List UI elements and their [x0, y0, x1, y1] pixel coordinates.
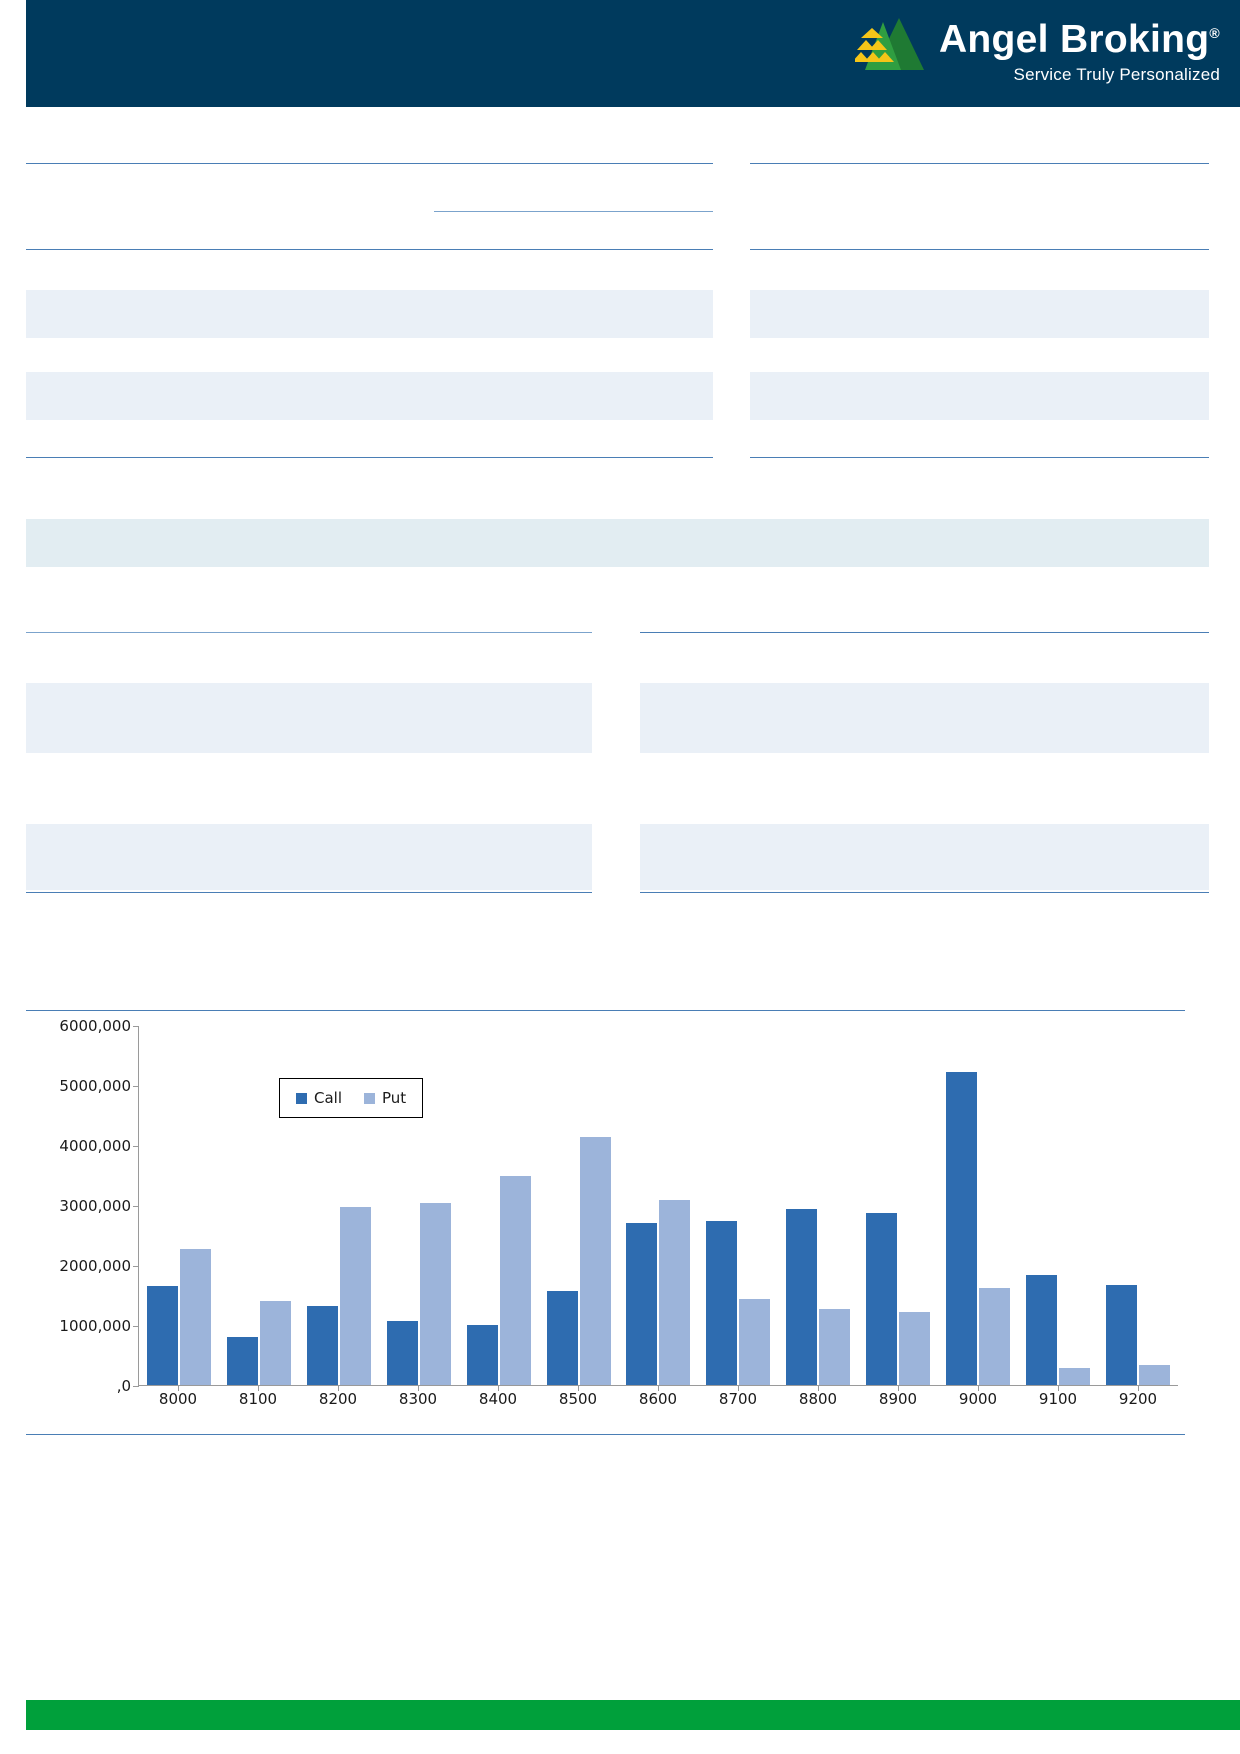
- x-axis-label: 8800: [798, 1390, 838, 1408]
- page-footer-band: [26, 1700, 1240, 1730]
- divider-right-3: [750, 457, 1209, 458]
- bar-group: [706, 1026, 770, 1385]
- divider-left-3: [26, 457, 713, 458]
- x-axis-label: 9000: [958, 1390, 998, 1408]
- bar-put-8000: [180, 1249, 211, 1385]
- divider-right-2: [750, 249, 1209, 250]
- ytick-label: ,0: [116, 1377, 131, 1395]
- registered-mark: ®: [1209, 25, 1220, 41]
- brand-text-block: [939, 16, 1220, 83]
- open-interest-bar-chart: [26, 1010, 1185, 1430]
- bar-put-8500: [580, 1137, 611, 1385]
- panel-full-width-banner: [26, 519, 1209, 567]
- panel-right-row-1: [750, 290, 1209, 338]
- legend-item-call: [296, 1089, 342, 1107]
- chart-legend: [279, 1078, 423, 1118]
- x-axis-label: 9200: [1118, 1390, 1158, 1408]
- panel-right-block-2: [640, 824, 1209, 890]
- bar-put-8400: [500, 1176, 531, 1385]
- bar-put-9100: [1059, 1368, 1090, 1385]
- divider-right-1: [750, 163, 1209, 164]
- angel-triangle-logo-icon: [855, 16, 925, 74]
- ytick-label: 3000,000: [59, 1197, 131, 1215]
- bar-group: [626, 1026, 690, 1385]
- bar-call-8500: [547, 1291, 578, 1385]
- bar-call-8200: [307, 1306, 338, 1385]
- bar-call-8100: [227, 1337, 258, 1385]
- bar-put-8800: [819, 1309, 850, 1385]
- ytick-label: 6000,000: [59, 1017, 131, 1035]
- legend-swatch-put-icon: [364, 1093, 375, 1104]
- panel-left-row-2: [26, 372, 713, 420]
- bar-put-9200: [1139, 1365, 1170, 1385]
- x-axis-label: 8500: [558, 1390, 598, 1408]
- legend-item-put: [364, 1089, 406, 1107]
- panel-left-block-1: [26, 683, 592, 753]
- bar-call-8400: [467, 1325, 498, 1385]
- legend-label-call: Call: [314, 1089, 343, 1107]
- x-axis-label: 8400: [478, 1390, 518, 1408]
- panel-right-row-2: [750, 372, 1209, 420]
- ytick-label: 1000,000: [59, 1317, 131, 1335]
- bar-group: [467, 1026, 531, 1385]
- ytick-label: 5000,000: [59, 1077, 131, 1095]
- chart-x-axis-labels: [138, 1390, 1178, 1408]
- bar-group: [866, 1026, 930, 1385]
- bar-call-8600: [626, 1223, 657, 1385]
- bar-group: [786, 1026, 850, 1385]
- bar-call-8900: [866, 1213, 897, 1385]
- bar-call-9000: [946, 1072, 977, 1385]
- bar-put-8200: [340, 1207, 371, 1385]
- bar-call-8800: [786, 1209, 817, 1385]
- x-axis-label: 8300: [398, 1390, 438, 1408]
- brand-block: [855, 16, 1220, 83]
- bar-put-8900: [899, 1312, 930, 1385]
- x-axis-label: 8100: [238, 1390, 278, 1408]
- chart-bottom-divider: [26, 1434, 1185, 1435]
- divider-left-5: [26, 892, 592, 893]
- divider-left-sub: [434, 211, 713, 212]
- bar-group: [1026, 1026, 1090, 1385]
- panel-right-block-1: [640, 683, 1209, 753]
- bar-group: [547, 1026, 611, 1385]
- panel-left-row-1: [26, 290, 713, 338]
- divider-left-2: [26, 249, 713, 250]
- bar-group: [946, 1026, 1010, 1385]
- bar-call-9200: [1106, 1285, 1137, 1385]
- x-axis-label: 8000: [158, 1390, 198, 1408]
- x-axis-label: 8900: [878, 1390, 918, 1408]
- divider-right-4: [640, 632, 1209, 633]
- ytick-label: 4000,000: [59, 1137, 131, 1155]
- x-axis-label: 8200: [318, 1390, 358, 1408]
- bar-call-8000: [147, 1286, 178, 1385]
- bar-put-8600: [659, 1200, 690, 1385]
- brand-name-label: Angel Broking: [938, 18, 1210, 61]
- bar-put-8700: [739, 1299, 770, 1385]
- brand-name: [939, 20, 1220, 59]
- divider-left-1: [26, 163, 713, 164]
- bar-group: [1106, 1026, 1170, 1385]
- bar-put-8100: [260, 1301, 291, 1385]
- bar-group: [147, 1026, 211, 1385]
- divider-right-5: [640, 892, 1209, 893]
- bar-put-8300: [420, 1203, 451, 1385]
- x-axis-label: 8600: [638, 1390, 678, 1408]
- legend-label-put: Put: [382, 1089, 407, 1107]
- divider-left-4: [26, 632, 592, 633]
- bar-put-9000: [979, 1288, 1010, 1385]
- x-axis-label: 9100: [1038, 1390, 1078, 1408]
- panel-left-block-2: [26, 824, 592, 890]
- chart-plot-area: [59, 1017, 1178, 1395]
- ytick-label: 2000,000: [59, 1257, 131, 1275]
- bar-call-8300: [387, 1321, 418, 1385]
- brand-tagline: Service Truly Personalized: [1013, 65, 1220, 84]
- x-axis-label: 8700: [718, 1390, 758, 1408]
- legend-swatch-call-icon: [296, 1093, 307, 1104]
- page-header-band: [26, 0, 1240, 107]
- bar-call-9100: [1026, 1275, 1057, 1385]
- bar-call-8700: [706, 1221, 737, 1385]
